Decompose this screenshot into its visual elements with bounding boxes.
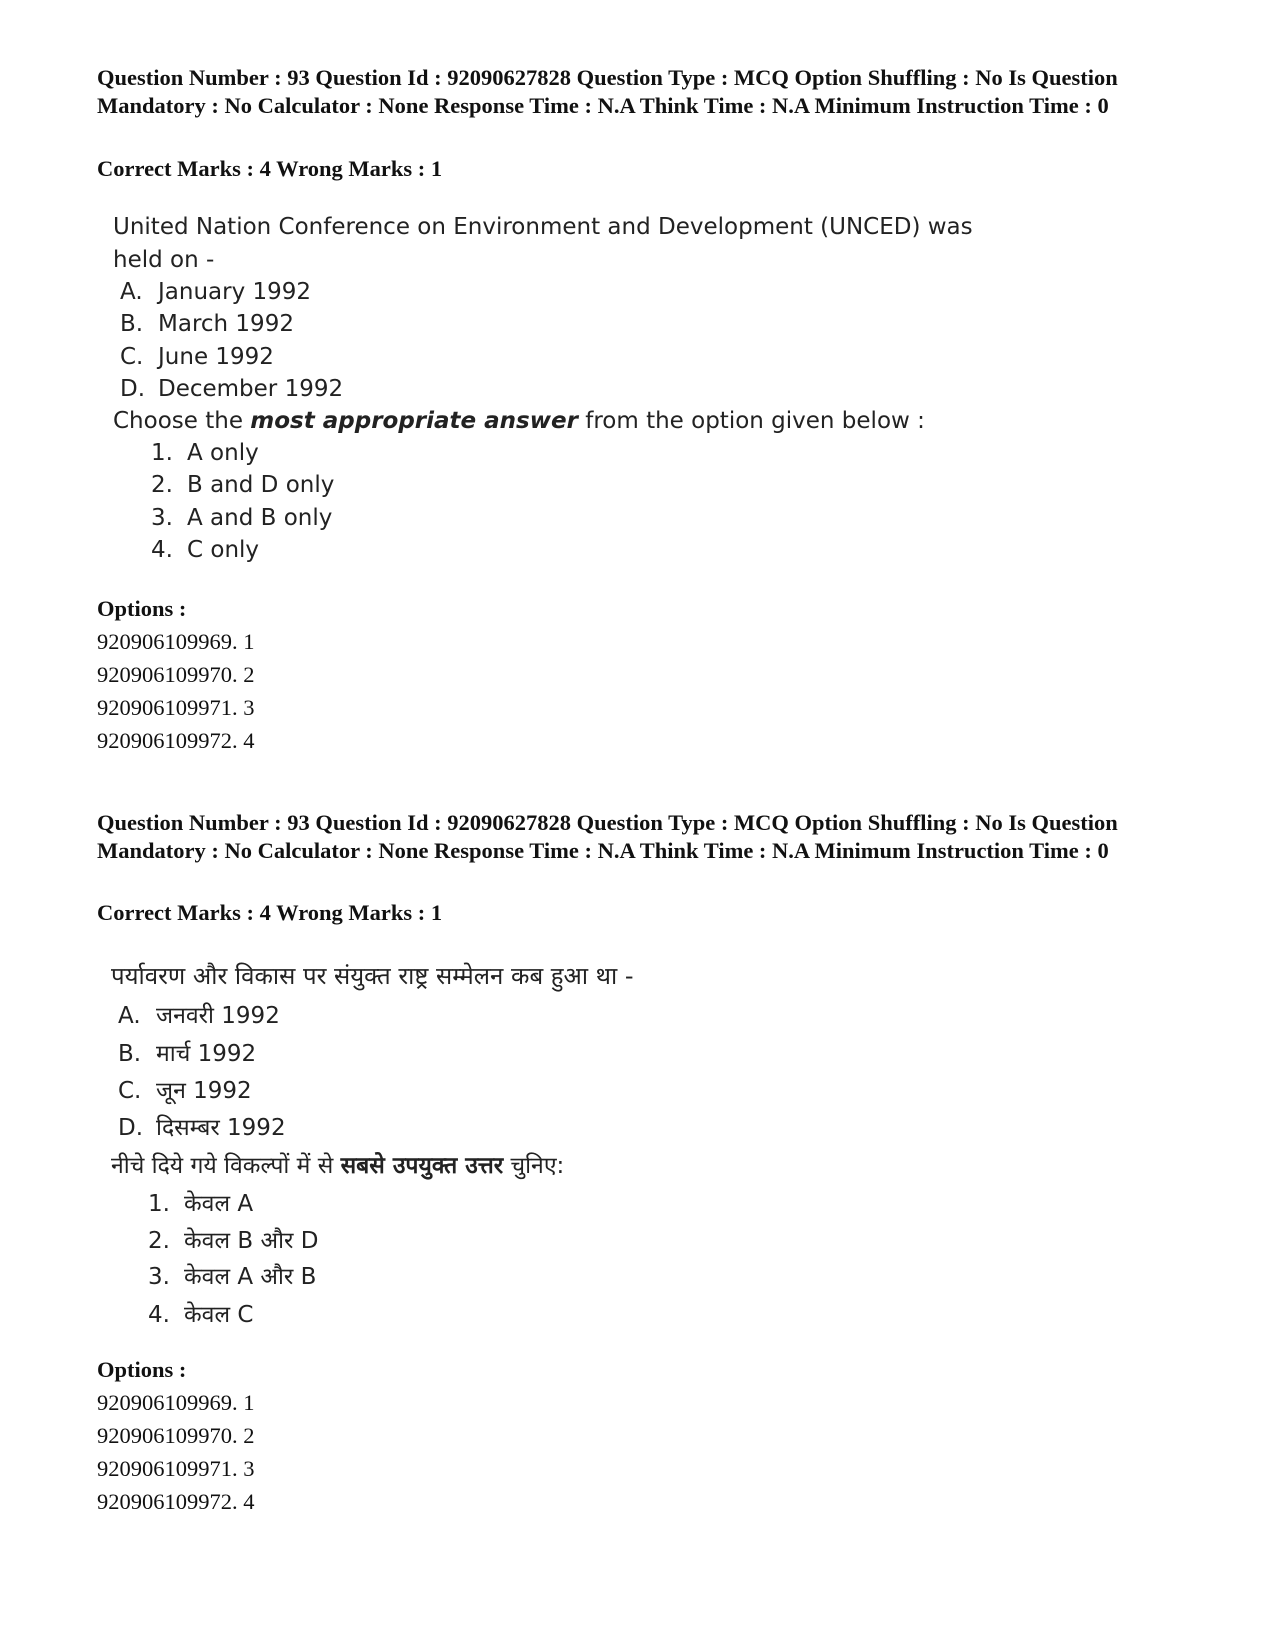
choice-b (118, 1036, 256, 1068)
choice-letter: A. (120, 279, 143, 305)
choice-d (120, 376, 343, 402)
answer-option (151, 440, 259, 466)
option-row: 920906109971. 3 (97, 1456, 255, 1481)
answer-number: 2. (151, 472, 173, 498)
choice-c (118, 1073, 252, 1105)
option-row: 920906109970. 2 (97, 662, 255, 687)
answer-text: केवल A और B (184, 1264, 317, 1290)
choice-text: दिसम्बर 1992 (156, 1115, 286, 1141)
answer-option (151, 537, 259, 563)
question-stem: United Nation Conference on Environment and Development (UNCED) was (113, 214, 973, 240)
answer-number: 1. (148, 1191, 170, 1217)
options-label: Options : (97, 1357, 187, 1382)
choice-letter: C. (118, 1078, 142, 1104)
answer-number: 4. (151, 537, 173, 563)
answer-instruction (113, 408, 925, 434)
answer-text: A only (187, 440, 259, 466)
answer-option (148, 1186, 253, 1218)
marks-line: Correct Marks : 4 Wrong Marks : 1 (97, 156, 443, 181)
answer-text: केवल A (184, 1191, 254, 1217)
instruction-text: नीचे दिये गये विकल्पों में से (111, 1153, 341, 1179)
answer-option (148, 1259, 316, 1291)
choice-text: December 1992 (158, 376, 344, 402)
instruction-emphasis: सबसे उपयुक्त उत्तर (340, 1153, 504, 1179)
option-row: 920906109970. 2 (97, 1423, 255, 1448)
question-meta: Question Number : 93 Question Id : 92090627828 Question Type : MCQ Option Shuffling : No Is Question Mandatory : No Calculator : None Response Time : N.A Think Time : N.A Minimum Instruction Time : 0 (97, 65, 1118, 118)
answer-number: 1. (151, 440, 173, 466)
answer-number: 2. (148, 1228, 170, 1254)
answer-option (151, 505, 332, 531)
question-stem: पर्यावरण और विकास पर संयुक्त राष्ट्र सम्मेलन कब हुआ था - (111, 962, 634, 990)
answer-number: 3. (151, 505, 173, 531)
choice-d (118, 1110, 286, 1142)
choice-text: जनवरी 1992 (156, 1003, 280, 1029)
choice-letter: D. (120, 376, 146, 402)
choice-text: June 1992 (158, 344, 274, 370)
instruction-text: चुनिए: (503, 1153, 565, 1179)
answer-number: 4. (148, 1302, 170, 1328)
choice-b (120, 311, 294, 337)
question-stem: held on - (113, 247, 215, 273)
choice-a (120, 279, 311, 305)
option-row: 920906109971. 3 (97, 695, 255, 720)
option-row: 920906109969. 1 (97, 629, 255, 654)
answer-instruction (111, 1148, 564, 1180)
choice-letter: B. (118, 1041, 142, 1067)
choice-text: जून 1992 (156, 1078, 252, 1104)
option-row: 920906109972. 4 (97, 1489, 255, 1514)
choice-letter: B. (120, 311, 144, 337)
choice-letter: D. (118, 1115, 144, 1141)
marks-line: Correct Marks : 4 Wrong Marks : 1 (97, 900, 443, 925)
answer-text: केवल B और D (184, 1228, 319, 1254)
choice-letter: C. (120, 344, 144, 370)
answer-text: A and B only (187, 505, 333, 531)
answer-number: 3. (148, 1264, 170, 1290)
instruction-emphasis: most appropriate answer (250, 408, 578, 434)
answer-option (148, 1223, 318, 1255)
answer-text: केवल C (184, 1302, 254, 1328)
answer-option (148, 1297, 253, 1329)
choice-letter: A. (118, 1003, 141, 1029)
choice-text: March 1992 (158, 311, 294, 337)
choice-c (120, 344, 274, 370)
answer-text: C only (187, 537, 260, 563)
answer-text: B and D only (187, 472, 335, 498)
choice-text: मार्च 1992 (156, 1041, 257, 1067)
answer-option (151, 472, 334, 498)
option-row: 920906109969. 1 (97, 1390, 255, 1415)
instruction-text: Choose the (113, 408, 251, 434)
options-label: Options : (97, 596, 187, 621)
option-row: 920906109972. 4 (97, 728, 255, 753)
instruction-text: from the option given below : (577, 408, 925, 434)
choice-a (118, 998, 280, 1030)
choice-text: January 1992 (158, 279, 312, 305)
question-meta: Question Number : 93 Question Id : 92090627828 Question Type : MCQ Option Shuffling : No Is Question Mandatory : No Calculator : None Response Time : N.A Think Time : N.A Minimum Instruction Time : 0 (97, 810, 1118, 863)
